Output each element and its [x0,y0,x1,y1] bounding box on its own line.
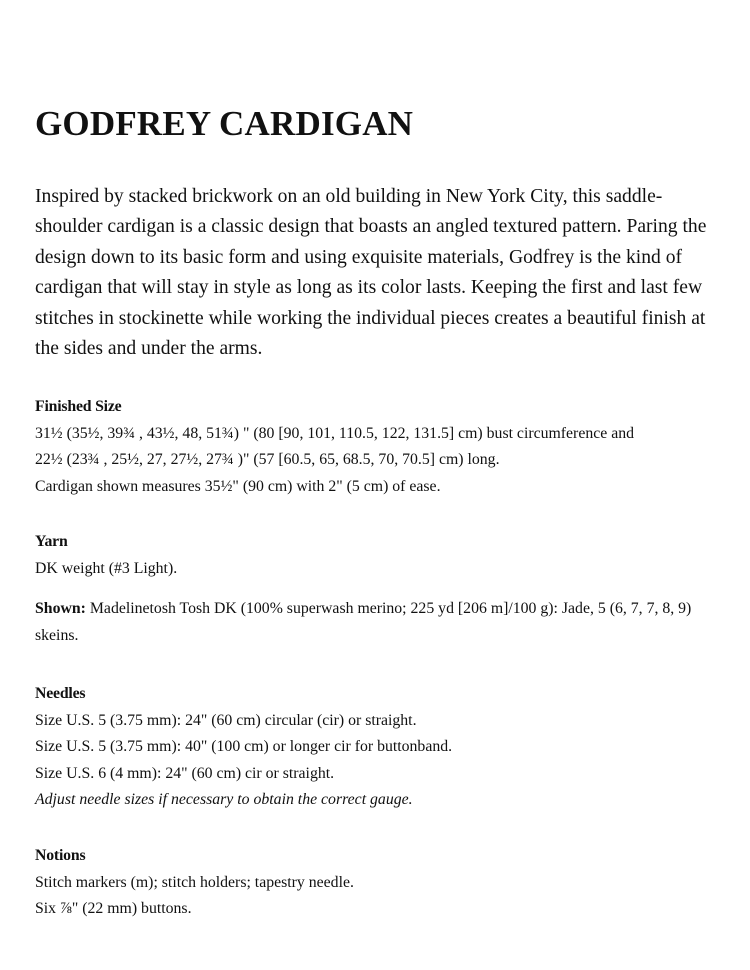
notions-buttons: Six ⅞" (22 mm) buttons. [35,900,192,917]
finished-size-bust: 31½ (35½, 39¾ , 43½, 48, 51¾) " (80 [90, 101, 110.5, 122, 131.5] cm) bust circumference and [35,424,635,442]
notions-heading: Notions [35,847,86,864]
needle-item: Size U.S. 6 (4 mm): 24" (60 cm) cir or straight. [35,764,335,782]
needle-item: Size U.S. 5 (3.75 mm): 24" (60 cm) circular (cir) or straight. [35,711,417,729]
yarn-heading: Yarn [35,533,68,550]
notions-section [35,843,715,923]
finished-size-shown: Cardigan shown measures 35½" (90 cm) with 2" (5 cm) of ease. [35,477,441,495]
needles-gauge-note: Adjust needle sizes if necessary to obtain the correct gauge. [35,791,413,808]
notions-tools: Stitch markers (m); stitch holders; tapestry needle. [35,873,354,891]
yarn-shown-label: Shown: [35,600,86,617]
intro-paragraph: Inspired by stacked brickwork on an old building in New York City, this saddle-shoulder cardigan is a classic design that boasts an angled textured pattern. Paring the design down to its basic form and using exquisite materials, Godfrey is the kind of cardigan that will stay in style as long as its color lasts. Keeping the first and last few stitches in stockinette while working the individual pieces creates a beautiful finish at the sides and under the arms. [35,186,707,360]
yarn-weight: DK weight (#3 Light). [35,559,178,577]
finished-size-section [35,394,715,500]
yarn-shown [35,596,713,649]
yarn-section [35,529,715,582]
needles-section [35,681,715,814]
yarn-shown-text: Madelinetosh Tosh DK (100% superwash merino; 225 yd [206 m]/100 g): Jade, 5 (6, 7, 7, 8, 9) skeins. [35,600,692,644]
needle-item: Size U.S. 5 (3.75 mm): 40" (100 cm) or longer cir for buttonband. [35,738,453,755]
page-title: GODFREY CARDIGAN [35,104,414,143]
finished-size-heading: Finished Size [35,398,122,415]
finished-size-length: 22½ (23¾ , 25½, 27, 27½, 27¾ )" (57 [60.5, 65, 68.5, 70, 70.5] cm) long. [35,451,500,468]
needles-heading: Needles [35,685,86,702]
